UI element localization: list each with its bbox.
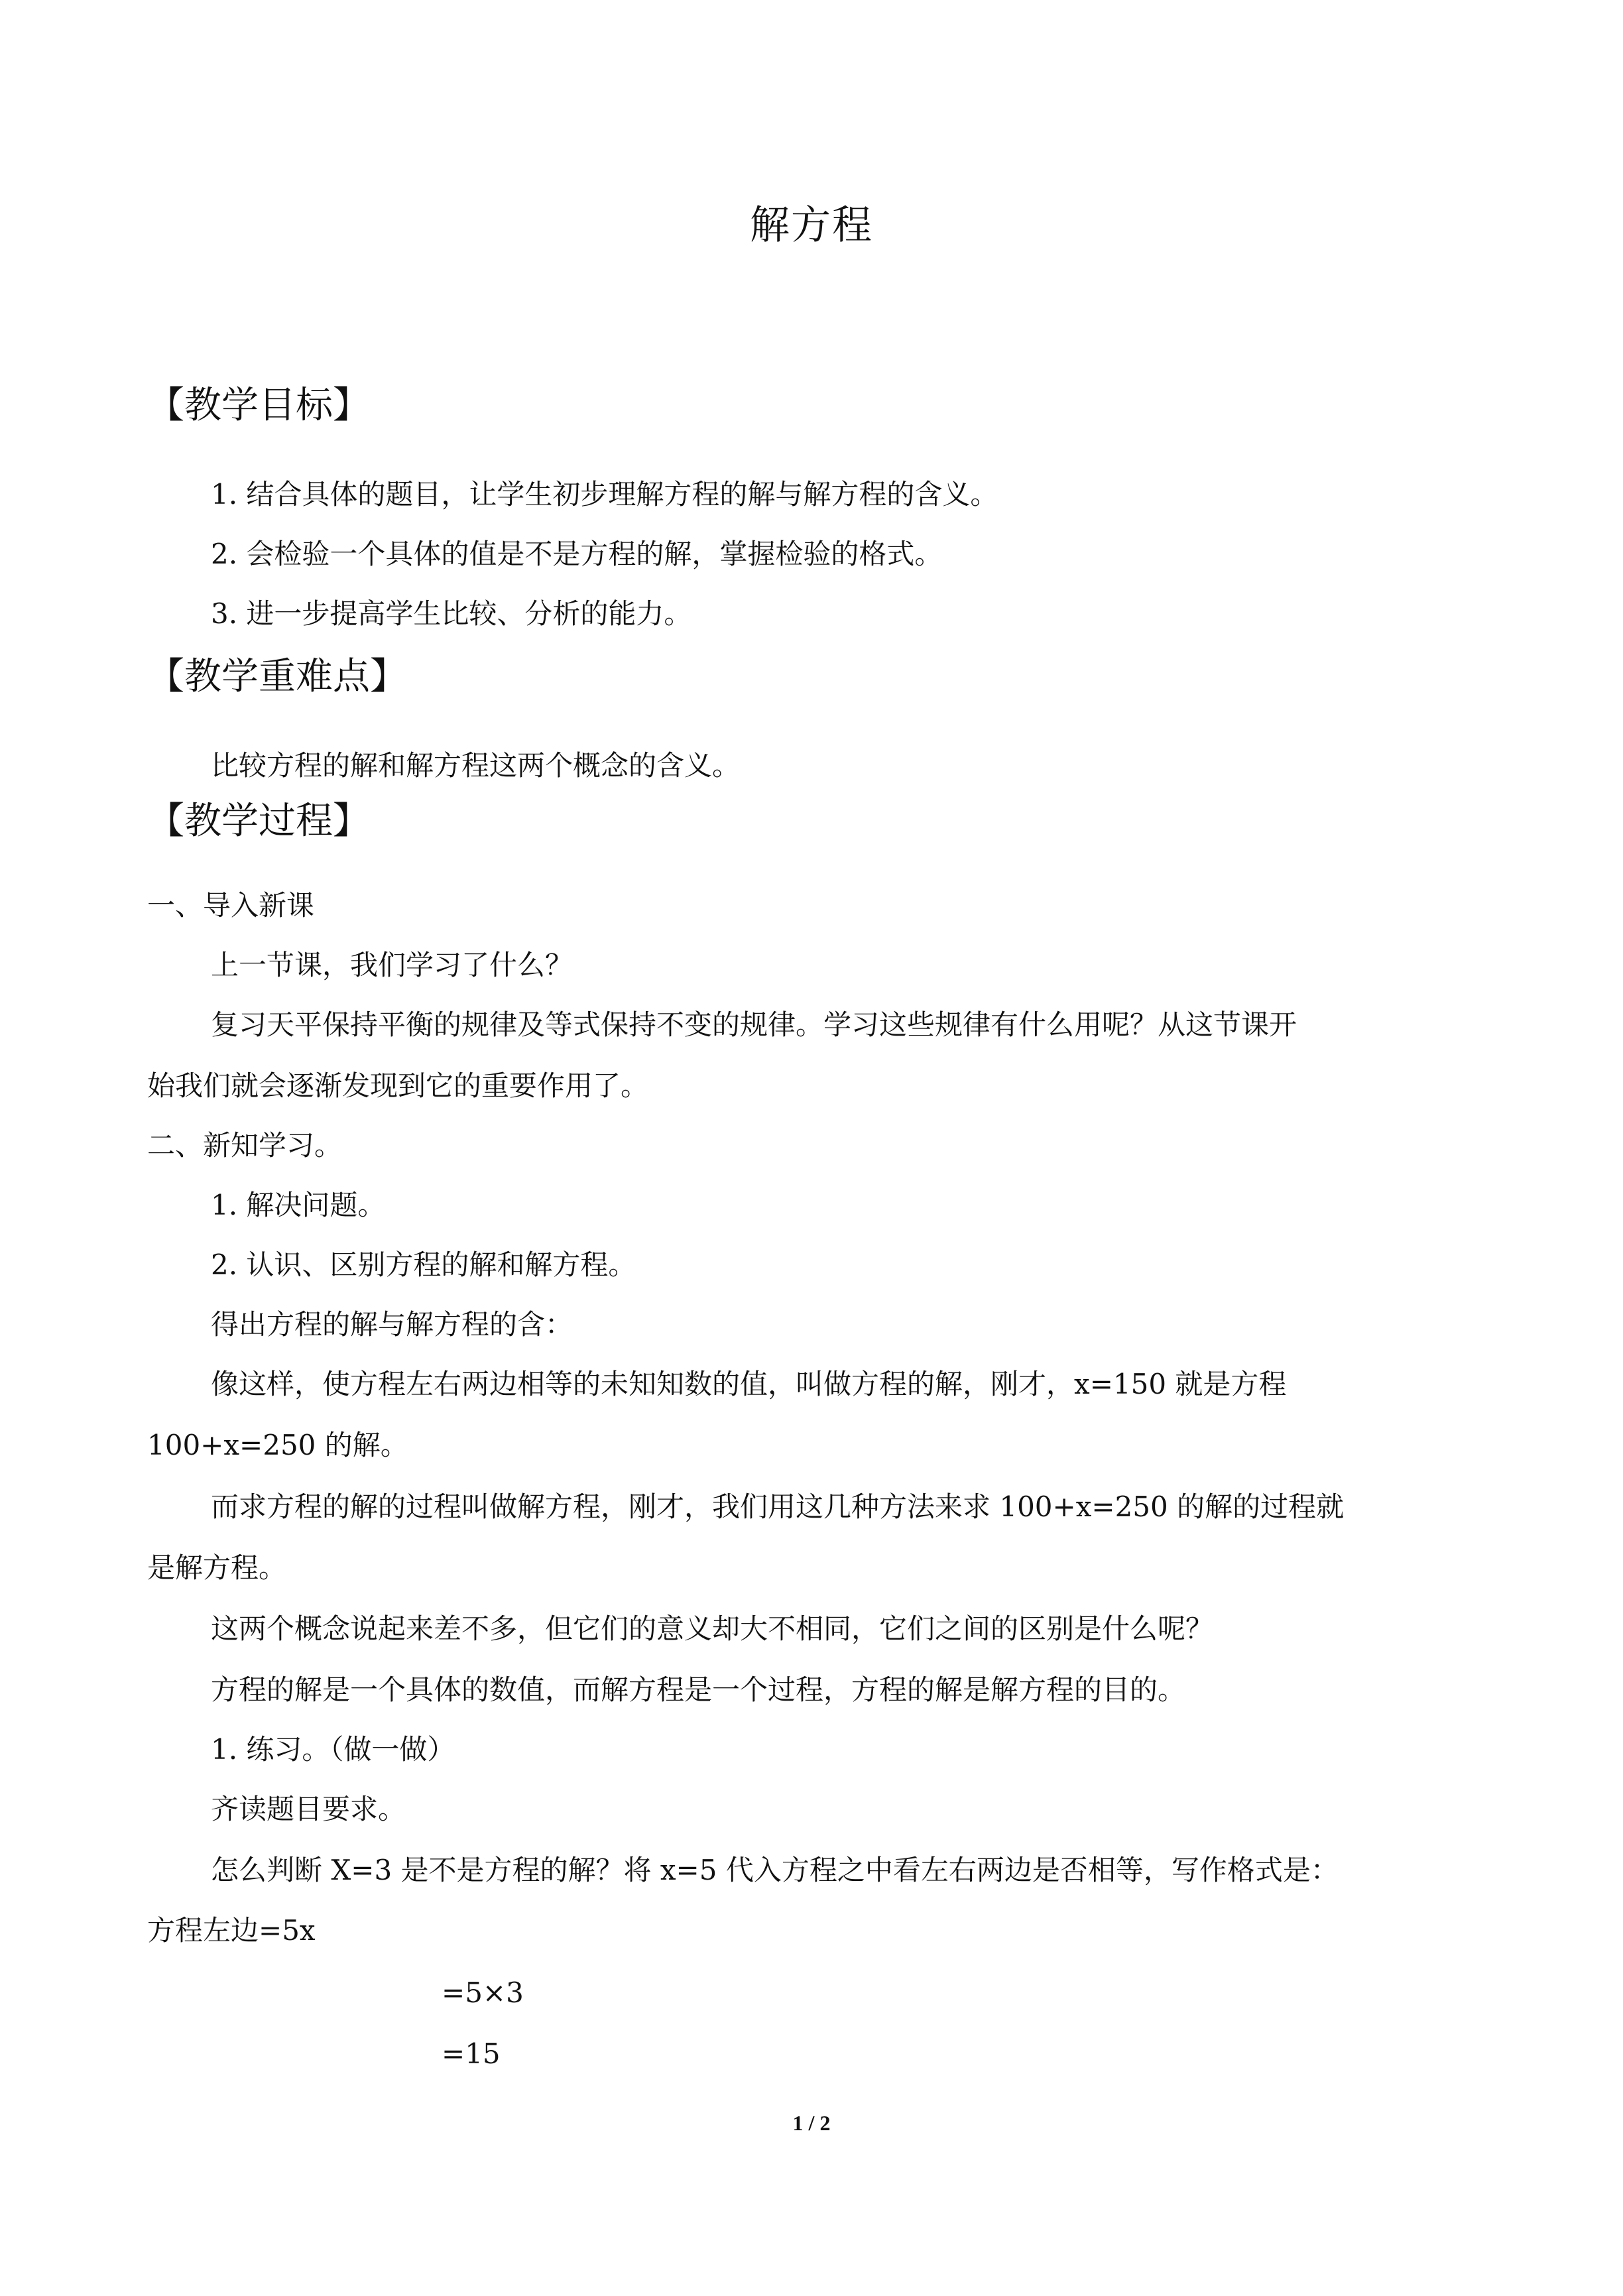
- list-item: 1. 解决问题。: [211, 1189, 386, 1221]
- page-title: 解方程: [750, 202, 873, 249]
- list-item: 2. 认识、区别方程的解和解方程。: [211, 1248, 636, 1281]
- goal-item: 3. 进一步提高学生比较、分析的能力。: [211, 597, 692, 630]
- paragraph: 得出方程的解与解方程的含：: [211, 1308, 573, 1341]
- paragraph: 方程的解是一个具体的数值，而解方程是一个过程，方程的解是解方程的目的。: [211, 1673, 1186, 1706]
- paragraph: 复习天平保持平衡的规律及等式保持不变的规律。学习这些规律有什么用呢？从这节课开: [211, 1008, 1297, 1041]
- paragraph: 怎么判断 X=3 是不是方程的解？将 x=5 代入方程之中看左右两边是否相等，写作格式是：: [211, 1854, 1339, 1886]
- paragraph: 而求方程的解的过程叫做解方程，刚才，我们用这几种方法来求 100+x=250 的解的过程就: [211, 1490, 1345, 1523]
- key-point-text: 比较方程的解和解方程这两个概念的含义。: [211, 749, 741, 782]
- section-heading-process: 【教学过程】: [147, 800, 370, 843]
- equation-line: 方程左边=5x: [147, 1914, 316, 1947]
- paragraph: 像这样，使方程左右两边相等的未知知数的值，叫做方程的解，刚才，x=150 就是方程: [211, 1368, 1287, 1400]
- paragraph: 上一节课，我们学习了什么？: [211, 949, 573, 981]
- section-heading-key-points: 【教学重难点】: [147, 655, 407, 698]
- page-number: 1 / 2: [792, 2111, 831, 2135]
- goal-item: 1. 结合具体的题目，让学生初步理解方程的解与解方程的含义。: [211, 478, 998, 511]
- equation-line: =15: [442, 2037, 501, 2070]
- part-heading: 二、新知学习。: [147, 1129, 343, 1162]
- part-heading: 一、导入新课: [147, 889, 315, 922]
- equation-line: =5×3: [442, 1976, 524, 2009]
- goal-item: 2. 会检验一个具体的值是不是方程的解，掌握检验的格式。: [211, 538, 943, 570]
- section-heading-goals: 【教学目标】: [147, 384, 370, 427]
- paragraph: 是解方程。: [147, 1551, 287, 1584]
- paragraph: 100+x=250 的解。: [147, 1429, 408, 1461]
- paragraph: 这两个概念说起来差不多，但它们的意义却大不相同，它们之间的区别是什么呢？: [211, 1612, 1214, 1645]
- paragraph: 齐读题目要求。: [211, 1793, 406, 1825]
- paragraph: 始我们就会逐渐发现到它的重要作用了。: [147, 1069, 649, 1102]
- list-item: 1. 练习。（做一做）: [211, 1733, 455, 1766]
